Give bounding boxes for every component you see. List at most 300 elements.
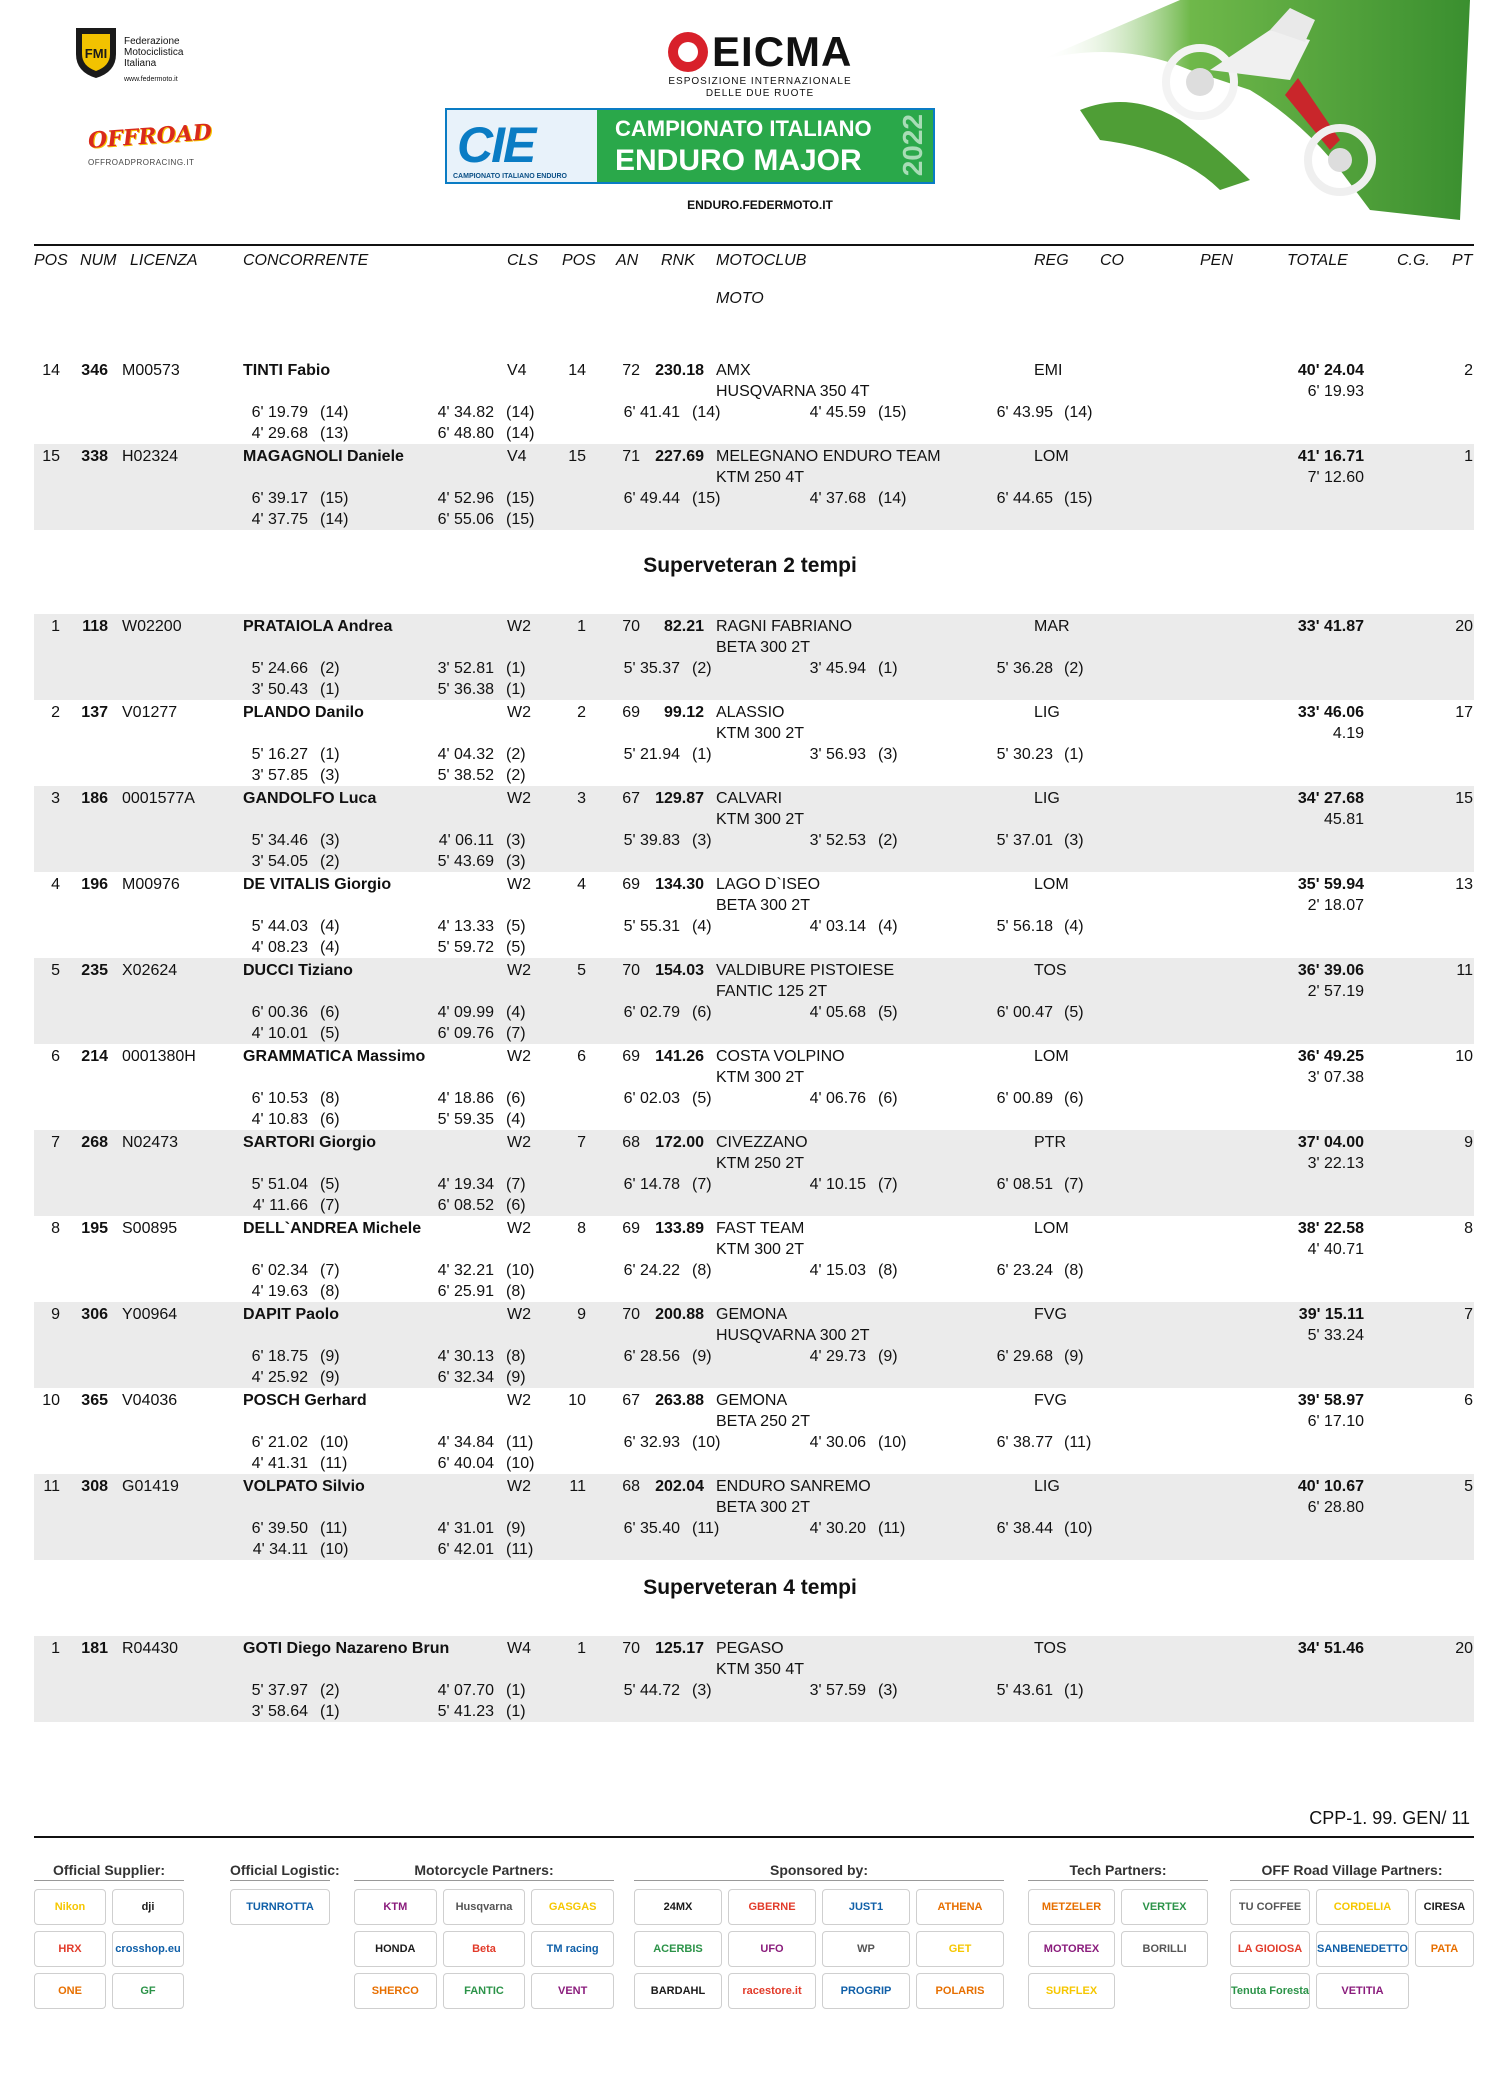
split-rank: (3) <box>692 832 712 849</box>
sponsor-logo: MOTOREX <box>1028 1931 1115 1967</box>
cell-motoclub: AMX <box>716 362 751 379</box>
sponsor-logo: CIRESA <box>1415 1889 1474 1925</box>
cell-cls: W2 <box>507 704 531 721</box>
result-row <box>34 700 1474 786</box>
split-rank: (11) <box>692 1520 720 1537</box>
cell-motoclub: CALVARI <box>716 790 783 807</box>
cell-rnk: 227.69 <box>655 448 704 465</box>
split-rank: (6) <box>878 1090 898 1107</box>
cell-class-pos: 7 <box>577 1134 586 1151</box>
sponsor-logo: BORILLI <box>1121 1931 1208 1967</box>
cell-pos: 7 <box>51 1134 60 1151</box>
split-rank: (2) <box>320 660 340 677</box>
sponsor-logo: FANTIC <box>443 1973 526 2009</box>
cell-totale: 36' 39.06 <box>1297 962 1364 979</box>
cell-num: 195 <box>81 1220 108 1237</box>
cell-licenza: G01419 <box>122 1478 179 1495</box>
cell-class-pos: 9 <box>577 1306 586 1323</box>
cell-cls: W2 <box>507 1392 531 1409</box>
split-rank: (8) <box>506 1283 526 1300</box>
split-rank: (2) <box>878 832 898 849</box>
result-row <box>34 1216 1474 1302</box>
split-rank: (11) <box>878 1520 906 1537</box>
sponsor-logo: GASGAS <box>531 1889 614 1925</box>
sponsor-logo: SHERCO <box>354 1973 437 2009</box>
split-time: 4' 31.01 <box>437 1520 494 1537</box>
split-time: 6' 28.56 <box>623 1348 680 1365</box>
result-row <box>34 1474 1474 1560</box>
split-rank: (4) <box>1064 918 1084 935</box>
cell-motoclub: ALASSIO <box>716 704 785 721</box>
result-row <box>34 444 1474 530</box>
cell-rnk: 125.17 <box>655 1640 704 1657</box>
split-rank: (10) <box>1064 1520 1093 1537</box>
section-title: Superveteran 4 tempi <box>643 1576 857 1599</box>
col-motoclub: MOTOCLUB <box>716 252 807 269</box>
cell-motoclub: PEGASO <box>716 1640 784 1657</box>
cell-class-pos: 11 <box>569 1478 586 1495</box>
cell-num: 186 <box>81 790 108 807</box>
col-co: CO <box>1100 252 1124 269</box>
cell-pos: 1 <box>51 1640 60 1657</box>
cell-moto: BETA 300 2T <box>716 1499 810 1516</box>
split-time: 5' 43.69 <box>437 853 494 870</box>
split-rank: (6) <box>506 1090 526 1107</box>
cell-pt: 17 <box>1455 704 1473 721</box>
cell-class-pos: 1 <box>577 1640 586 1657</box>
cell-class-pos: 15 <box>568 448 586 465</box>
sponsor-logo: 24MX <box>634 1889 722 1925</box>
split-time: 6' 32.93 <box>623 1434 680 1451</box>
split-rank: (15) <box>692 490 721 507</box>
split-time: 4' 10.01 <box>251 1025 308 1042</box>
split-time: 4' 41.31 <box>251 1455 308 1472</box>
cell-pt: 8 <box>1464 1220 1473 1237</box>
cell-reg: LIG <box>1034 790 1060 807</box>
split-time: 6' 00.89 <box>996 1090 1053 1107</box>
cell-reg: LIG <box>1034 1478 1060 1495</box>
sponsor-logo: GBERNE <box>728 1889 816 1925</box>
cell-rnk: 202.04 <box>655 1478 704 1495</box>
cell-cls: W2 <box>507 876 531 893</box>
cell-licenza: M00976 <box>122 876 180 893</box>
split-time: 5' 35.37 <box>623 660 680 677</box>
fmi-name: Federazione Motociclistica Italiana <box>124 36 184 69</box>
split-time: 5' 34.46 <box>251 832 308 849</box>
split-rank: (11) <box>506 1434 534 1451</box>
cell-concorrente: DAPIT Paolo <box>243 1306 340 1323</box>
split-time: 4' 34.82 <box>437 404 494 421</box>
split-rank: (4) <box>692 918 712 935</box>
cell-pt: 9 <box>1464 1134 1473 1151</box>
sponsor-logo: GET <box>916 1931 1004 1967</box>
cell-pt: 1 <box>1464 448 1473 465</box>
cell-licenza: N02473 <box>122 1134 179 1151</box>
cell-totale: 34' 27.68 <box>1297 790 1364 807</box>
cell-rnk: 134.30 <box>655 876 704 893</box>
split-rank: (9) <box>1064 1348 1084 1365</box>
split-time: 6' 24.22 <box>623 1262 680 1279</box>
split-time: 6' 39.50 <box>251 1520 308 1537</box>
cell-rnk: 82.21 <box>663 618 704 635</box>
cell-num: 338 <box>81 448 108 465</box>
split-rank: (1) <box>506 1682 526 1699</box>
cell-motoclub: ENDURO SANREMO <box>716 1478 871 1495</box>
split-time: 6' 09.76 <box>437 1025 494 1042</box>
split-time: 4' 07.70 <box>437 1682 494 1699</box>
cell-class-pos: 14 <box>568 362 586 379</box>
split-time: 4' 37.75 <box>251 511 308 528</box>
sponsor-group <box>34 1862 184 2012</box>
cell-gap: 6' 17.10 <box>1307 1413 1364 1430</box>
cell-cls: W2 <box>507 1048 531 1065</box>
split-time: 4' 37.68 <box>809 490 866 507</box>
cell-licenza: V01277 <box>122 704 178 721</box>
cell-num: 214 <box>81 1048 108 1065</box>
cell-concorrente: MAGAGNOLI Daniele <box>243 448 404 465</box>
split-time: 4' 34.11 <box>252 1541 308 1558</box>
cell-reg: PTR <box>1034 1134 1066 1151</box>
split-rank: (8) <box>320 1283 340 1300</box>
cie-logo <box>447 110 597 182</box>
split-time: 4' 08.23 <box>251 939 308 956</box>
cell-motoclub: GEMONA <box>716 1306 788 1323</box>
split-rank: (1) <box>320 746 340 763</box>
cell-totale: 35' 59.94 <box>1297 876 1364 893</box>
cell-reg: LOM <box>1034 448 1069 465</box>
cell-reg: FVG <box>1034 1306 1067 1323</box>
split-time: 6' 39.17 <box>251 490 308 507</box>
split-time: 6' 55.06 <box>437 511 494 528</box>
sponsor-logo: CORDELIA <box>1316 1889 1409 1925</box>
sponsor-logo-grid <box>34 1889 184 2009</box>
split-time: 5' 59.35 <box>437 1111 494 1128</box>
split-time: 6' 40.04 <box>437 1455 494 1472</box>
cell-gap: 6' 28.80 <box>1307 1499 1364 1516</box>
split-time: 6' 19.79 <box>251 404 308 421</box>
eicma-mark-icon <box>668 32 708 72</box>
cell-motoclub: VALDIBURE PISTOIESE <box>716 962 895 979</box>
col-cls: CLS <box>507 252 539 269</box>
split-rank: (5) <box>1064 1004 1084 1021</box>
split-rank: (2) <box>692 660 712 677</box>
cell-gap: 7' 12.60 <box>1307 469 1364 486</box>
split-rank: (8) <box>506 1348 526 1365</box>
split-time: 5' 36.38 <box>437 681 494 698</box>
cell-num: 306 <box>81 1306 108 1323</box>
split-time: 5' 21.94 <box>623 746 680 763</box>
cell-cls: W2 <box>507 1478 531 1495</box>
split-time: 6' 25.91 <box>437 1283 494 1300</box>
cell-concorrente: GOTI Diego Nazareno Brun <box>243 1640 450 1657</box>
sponsor-logo: VENT <box>531 1973 614 2009</box>
cell-concorrente: DE VITALIS Giorgio <box>243 876 392 893</box>
split-rank: (1) <box>506 681 526 698</box>
split-time: 6' 10.53 <box>251 1090 308 1107</box>
split-time: 4' 30.20 <box>809 1520 866 1537</box>
cell-class-pos: 8 <box>577 1220 586 1237</box>
split-time: 6' 18.75 <box>251 1348 308 1365</box>
cell-pt: 20 <box>1455 1640 1473 1657</box>
split-time: 6' 32.34 <box>437 1369 494 1386</box>
split-time: 6' 38.77 <box>996 1434 1053 1451</box>
cell-moto: KTM 300 2T <box>716 1241 805 1258</box>
cell-gap: 2' 57.19 <box>1307 983 1364 1000</box>
split-rank: (9) <box>506 1369 526 1386</box>
cell-pos: 10 <box>42 1392 60 1409</box>
cell-rnk: 154.03 <box>655 962 704 979</box>
split-time: 5' 56.18 <box>996 918 1053 935</box>
cell-cls: W2 <box>507 1306 531 1323</box>
cell-reg: TOS <box>1034 1640 1067 1657</box>
result-row <box>34 958 1474 1044</box>
split-rank: (11) <box>320 1455 348 1472</box>
split-rank: (2) <box>506 767 526 784</box>
split-rank: (4) <box>320 939 340 956</box>
split-rank: (4) <box>878 918 898 935</box>
split-time: 6' 08.51 <box>996 1176 1053 1193</box>
split-rank: (3) <box>878 1682 898 1699</box>
cell-pos: 15 <box>42 448 60 465</box>
split-time: 6' 29.68 <box>996 1348 1053 1365</box>
split-rank: (9) <box>878 1348 898 1365</box>
split-time: 3' 52.81 <box>437 660 494 677</box>
result-row <box>34 1636 1474 1722</box>
split-rank: (14) <box>692 404 721 421</box>
col-class-pos: POS <box>562 252 596 269</box>
banner-text <box>597 110 933 182</box>
split-rank: (9) <box>692 1348 712 1365</box>
sponsor-logo-grid <box>634 1889 1004 2009</box>
cell-num: 181 <box>81 1640 108 1657</box>
split-time: 6' 23.24 <box>996 1262 1053 1279</box>
cell-totale: 40' 10.67 <box>1297 1478 1364 1495</box>
sponsor-logo: TM racing <box>531 1931 614 1967</box>
cell-class-pos: 6 <box>577 1048 586 1065</box>
cell-licenza: V04036 <box>122 1392 178 1409</box>
result-row <box>34 358 1474 444</box>
sponsor-group <box>354 1862 614 2012</box>
cell-num: 346 <box>81 362 108 379</box>
sponsor-logo: METZELER <box>1028 1889 1115 1925</box>
cell-rnk: 133.89 <box>655 1220 704 1237</box>
cell-reg: LOM <box>1034 1048 1069 1065</box>
cell-an: 71 <box>622 448 640 465</box>
split-rank: (15) <box>320 490 349 507</box>
split-rank: (2) <box>506 746 526 763</box>
championship-banner <box>445 108 935 184</box>
cell-totale: 41' 16.71 <box>1297 448 1364 465</box>
split-time: 6' 02.34 <box>251 1262 308 1279</box>
result-row <box>34 614 1474 700</box>
split-time: 3' 50.43 <box>251 681 308 698</box>
split-rank: (8) <box>692 1262 712 1279</box>
sponsor-group-title: Sponsored by: <box>634 1862 1004 1881</box>
sponsor-logo-grid <box>1028 1889 1208 2009</box>
cell-concorrente: GANDOLFO Luca <box>243 790 377 807</box>
split-time: 5' 37.01 <box>996 832 1053 849</box>
cell-pos: 1 <box>51 618 60 635</box>
col-cg: C.G. <box>1397 252 1430 269</box>
split-rank: (4) <box>506 1111 526 1128</box>
split-rank: (1) <box>878 660 898 677</box>
cell-moto: KTM 250 4T <box>716 469 805 486</box>
split-time: 5' 36.28 <box>996 660 1053 677</box>
cell-an: 69 <box>622 876 640 893</box>
cell-licenza: Y00964 <box>122 1306 178 1323</box>
cell-concorrente: GRAMMATICA Massimo <box>243 1048 426 1065</box>
col-num: NUM <box>80 252 117 269</box>
result-row <box>34 1302 1474 1388</box>
cell-totale: 36' 49.25 <box>1297 1048 1364 1065</box>
cell-pt: 11 <box>1456 962 1473 979</box>
sponsor-logo-grid <box>230 1889 330 1925</box>
split-rank: (9) <box>320 1348 340 1365</box>
split-time: 5' 30.23 <box>996 746 1053 763</box>
cell-pt: 15 <box>1455 790 1473 807</box>
split-rank: (3) <box>1064 832 1084 849</box>
cell-an: 70 <box>622 962 640 979</box>
split-time: 5' 37.97 <box>251 1682 308 1699</box>
split-rank: (7) <box>506 1176 526 1193</box>
sponsor-group <box>230 1862 340 2012</box>
split-rank: (10) <box>506 1455 535 1472</box>
split-time: 4' 09.99 <box>437 1004 494 1021</box>
cell-moto: HUSQVARNA 300 2T <box>716 1327 870 1344</box>
split-time: 6' 38.44 <box>996 1520 1053 1537</box>
sponsor-logo: Beta <box>443 1931 526 1967</box>
cell-concorrente: SARTORI Giorgio <box>243 1134 377 1151</box>
split-time: 3' 56.93 <box>809 746 866 763</box>
split-rank: (5) <box>320 1176 340 1193</box>
split-rank: (7) <box>692 1176 712 1193</box>
split-rank: (15) <box>506 511 535 528</box>
cell-class-pos: 3 <box>577 790 586 807</box>
split-time: 3' 45.94 <box>809 660 866 677</box>
eicma-name: EICMA <box>712 28 853 75</box>
cell-num: 196 <box>81 876 108 893</box>
split-time: 4' 30.06 <box>809 1434 866 1451</box>
page-header <box>0 0 1500 240</box>
split-rank: (2) <box>320 1682 340 1699</box>
fmi-logo <box>72 24 182 94</box>
result-row <box>34 1130 1474 1216</box>
split-rank: (11) <box>320 1520 348 1537</box>
split-time: 6' 02.03 <box>623 1090 680 1107</box>
cell-licenza: M00573 <box>122 362 180 379</box>
cell-num: 118 <box>82 618 108 635</box>
split-rank: (2) <box>1064 660 1084 677</box>
sponsor-logo-grid <box>354 1889 614 2009</box>
sponsor-logo: Nikon <box>34 1889 106 1925</box>
cell-totale: 37' 04.00 <box>1297 1134 1364 1151</box>
sponsor-logo: Husqvarna <box>443 1889 526 1925</box>
cell-cls: W2 <box>507 1220 531 1237</box>
sponsor-logo: SURFLEX <box>1028 1973 1115 2009</box>
fmi-shield-icon <box>72 24 120 80</box>
col-licenza: LICENZA <box>130 252 198 269</box>
cell-licenza: W02200 <box>122 618 182 635</box>
section-title: Superveteran 2 tempi <box>643 554 857 577</box>
cell-concorrente: POSCH Gerhard <box>243 1392 367 1409</box>
split-rank: (8) <box>878 1262 898 1279</box>
split-time: 5' 38.52 <box>437 767 494 784</box>
split-rank: (1) <box>1064 746 1084 763</box>
split-time: 6' 00.47 <box>996 1004 1053 1021</box>
cell-concorrente: DELL`ANDREA Michele <box>243 1220 422 1237</box>
split-time: 4' 45.59 <box>809 404 866 421</box>
split-time: 5' 41.23 <box>437 1703 494 1720</box>
split-rank: (4) <box>506 1004 526 1021</box>
sponsor-logo: SANBENEDETTO <box>1316 1931 1409 1967</box>
split-time: 5' 16.27 <box>251 746 308 763</box>
split-time: 4' 05.68 <box>809 1004 866 1021</box>
cell-num: 137 <box>81 704 108 721</box>
split-rank: (5) <box>506 939 526 956</box>
cell-an: 68 <box>622 1134 640 1151</box>
sponsor-logo: ATHENA <box>916 1889 1004 1925</box>
split-time: 5' 39.83 <box>623 832 680 849</box>
offroad-name: OFFROAD <box>87 119 213 154</box>
sponsor-logo: POLARIS <box>916 1973 1004 2009</box>
sponsor-logo: LA GIOIOSA <box>1230 1931 1310 1967</box>
cell-motoclub: COSTA VOLPINO <box>716 1048 845 1065</box>
split-time: 6' 02.79 <box>623 1004 680 1021</box>
cell-totale: 39' 58.97 <box>1297 1392 1364 1409</box>
sponsor-logo-grid <box>1230 1889 1474 2009</box>
split-time: 4' 04.32 <box>437 746 494 763</box>
cell-pt: 20 <box>1455 618 1473 635</box>
split-time: 4' 06.11 <box>438 832 494 849</box>
col-pos: POS <box>34 252 68 269</box>
split-time: 6' 43.95 <box>996 404 1053 421</box>
split-rank: (6) <box>320 1004 340 1021</box>
split-time: 3' 54.05 <box>251 853 308 870</box>
sponsor-logo: GF <box>112 1973 184 2009</box>
sponsor-logo: TURNROTTA <box>230 1889 330 1925</box>
cell-cls: W4 <box>507 1640 531 1657</box>
cell-pt: 7 <box>1464 1306 1473 1323</box>
split-time: 6' 41.41 <box>623 404 680 421</box>
split-rank: (14) <box>320 404 349 421</box>
split-rank: (15) <box>506 490 535 507</box>
banner-year: 2022 <box>897 114 928 177</box>
offroad-url: OFFROADPRORACING.IT <box>88 158 195 167</box>
split-time: 5' 59.72 <box>437 939 494 956</box>
sponsor-logo: PATA <box>1415 1931 1474 1967</box>
cell-cls: V4 <box>507 448 527 465</box>
cell-gap: 3' 07.38 <box>1307 1069 1364 1086</box>
sponsor-logo: VETITIA <box>1316 1973 1409 2009</box>
cell-moto: KTM 250 2T <box>716 1155 805 1172</box>
cell-reg: LOM <box>1034 876 1069 893</box>
svg-text:FMI: FMI <box>84 46 108 61</box>
split-time: 6' 35.40 <box>623 1520 680 1537</box>
sponsor-group-title: Official Logistic: <box>230 1862 330 1881</box>
split-time: 5' 44.03 <box>251 918 308 935</box>
cell-rnk: 230.18 <box>655 362 704 379</box>
cell-concorrente: PRATAIOLA Andrea <box>243 618 393 635</box>
cell-cls: W2 <box>507 618 531 635</box>
cell-gap: 4' 40.71 <box>1307 1241 1364 1258</box>
cell-class-pos: 10 <box>568 1392 586 1409</box>
cell-rnk: 263.88 <box>655 1392 704 1409</box>
sponsor-logo: crosshop.eu <box>112 1931 184 1967</box>
split-rank: (7) <box>320 1262 340 1279</box>
split-time: 4' 10.83 <box>251 1111 308 1128</box>
cell-motoclub: RAGNI FABRIANO <box>716 618 853 635</box>
enduro-rider-map-illustration <box>1040 0 1470 220</box>
